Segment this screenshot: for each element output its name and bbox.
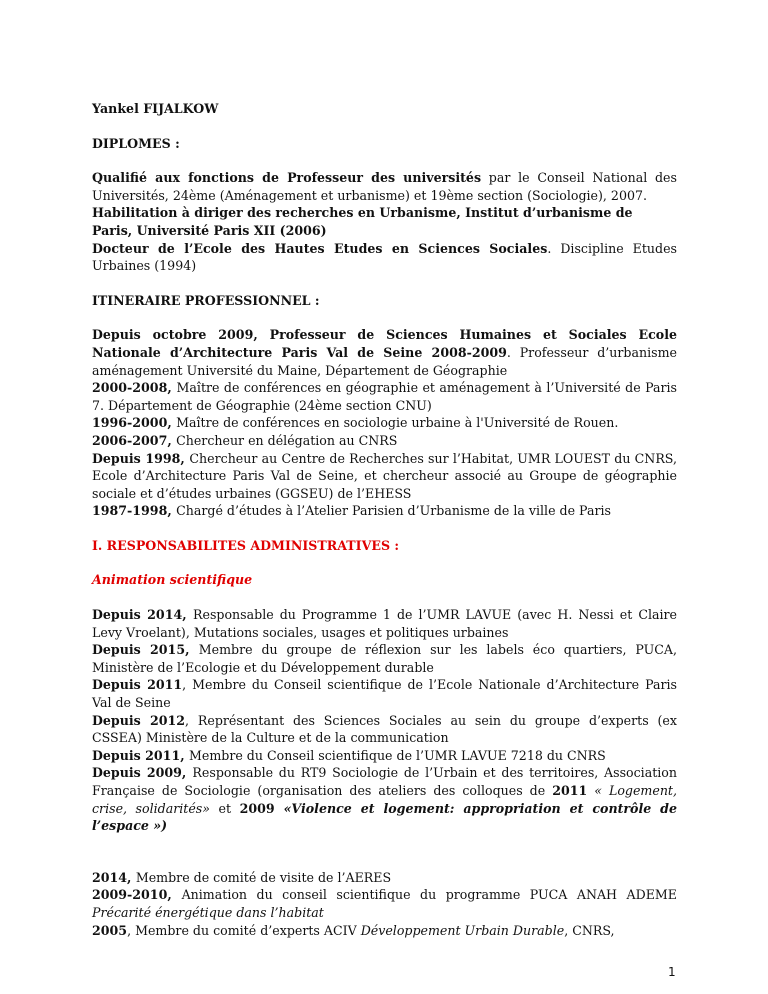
itineraire-entry: 1987-1998, Chargé d’études à l’Atelier Parisien d’Urbanisme de la ville de Paris	[92, 503, 611, 519]
itineraire-entry: 2000-2008, Maître de conférences en géographie et aménagement à l’Université de Paris 7. Département de Géographie (24ème section CNU)	[92, 380, 677, 413]
responsabilite-entry: Depuis 2009, Responsable du RT9 Sociologie de l’Urbain et des territoires, Association Française de Sociologie (organisation des ateliers des colloques de 2011 « Logement, crise, solidarités» et 2009 «Violence et logement: appropriation et contrôle de l’espace »)	[92, 765, 677, 834]
diplome-habilitation: Habilitation à diriger des recherches en Urbanisme, Institut d’urbanisme de Paris, Université Paris XII (2006)	[92, 205, 633, 238]
itineraire-entry: Depuis octobre 2009, Professeur de Sciences Humaines et Sociales Ecole Nationale d’Architecture Paris Val de Seine 2008-2009. Professeur d’urbanisme aménagement Université du Maine, Département de Géographie	[92, 327, 677, 378]
author-name: Yankel FIJALKOW	[92, 101, 219, 116]
itineraire-entry: 1996-2000, Maître de conférences en sociologie urbaine à l'Université de Rouen.	[92, 415, 619, 431]
itineraire-heading: ITINERAIRE PROFESSIONNEL :	[92, 292, 320, 308]
responsabilite-entry: Depuis 2011, Membre du Conseil scientifique de l’Ecole Nationale d’Architecture Paris Val de Seine	[92, 677, 677, 711]
itineraire-entry: 2006-2007, Chercheur en délégation au CNRS	[92, 432, 398, 448]
document-page	[92, 100, 677, 939]
responsabilite-entry: 2005, Membre du comité d’experts ACIV Développement Urbain Durable, CNRS,	[92, 922, 615, 938]
diplomes-heading: DIPLOMES :	[92, 135, 180, 151]
diplome-docteur: Docteur de l’Ecole des Hautes Etudes en Sciences Sociales. Discipline Etudes Urbaines (1994)	[92, 240, 678, 274]
responsabilite-entry: Depuis 2012, Représentant des Sciences Sociales au sein du groupe d’experts (ex CSSEA) Ministère de la Culture et de la communication	[92, 712, 677, 746]
diplome-professeur: Qualifié aux fonctions de Professeur des universités par le Conseil National des Universités, 24ème (Aménagement et urbanisme) et 19ème section (Sociologie), 2007.	[92, 170, 677, 203]
section-heading-responsabilites: I. RESPONSABILITES ADMINISTRATIVES :	[92, 537, 400, 553]
responsabilite-entry: 2014, Membre de comité de visite de l’AERES	[92, 869, 392, 885]
responsabilite-entry: Depuis 2011, Membre du Conseil scientifique de l’UMR LAVUE 7218 du CNRS	[92, 747, 606, 763]
responsabilite-entry: Depuis 2014, Responsable du Programme 1 de l’UMR LAVUE (avec H. Nessi et Claire Levy Vroelant), Mutations sociales, usages et politiques urbaines	[92, 607, 677, 640]
page-number: 1	[668, 965, 676, 979]
responsabilite-entry: Depuis 2015, Membre du groupe de réflexion sur les labels éco quartiers, PUCA, Ministère de l’Ecologie et du Développement durable	[92, 642, 677, 675]
itineraire-entry: Depuis 1998, Chercheur au Centre de Recherches sur l’Habitat, UMR LOUEST du CNRS, Ecole d’Architecture Paris Val de Seine, et chercheur associé au Groupe de géographie sociale et d’études urbaines (GGSEU) de l’EHESS	[92, 450, 677, 501]
responsabilite-entry: 2009-2010, Animation du conseil scientifique du programme PUCA ANAH ADEME Précarité énergétique dans l’habitat	[92, 887, 677, 920]
subheading-animation-scientifique: Animation scientifique	[92, 572, 253, 588]
